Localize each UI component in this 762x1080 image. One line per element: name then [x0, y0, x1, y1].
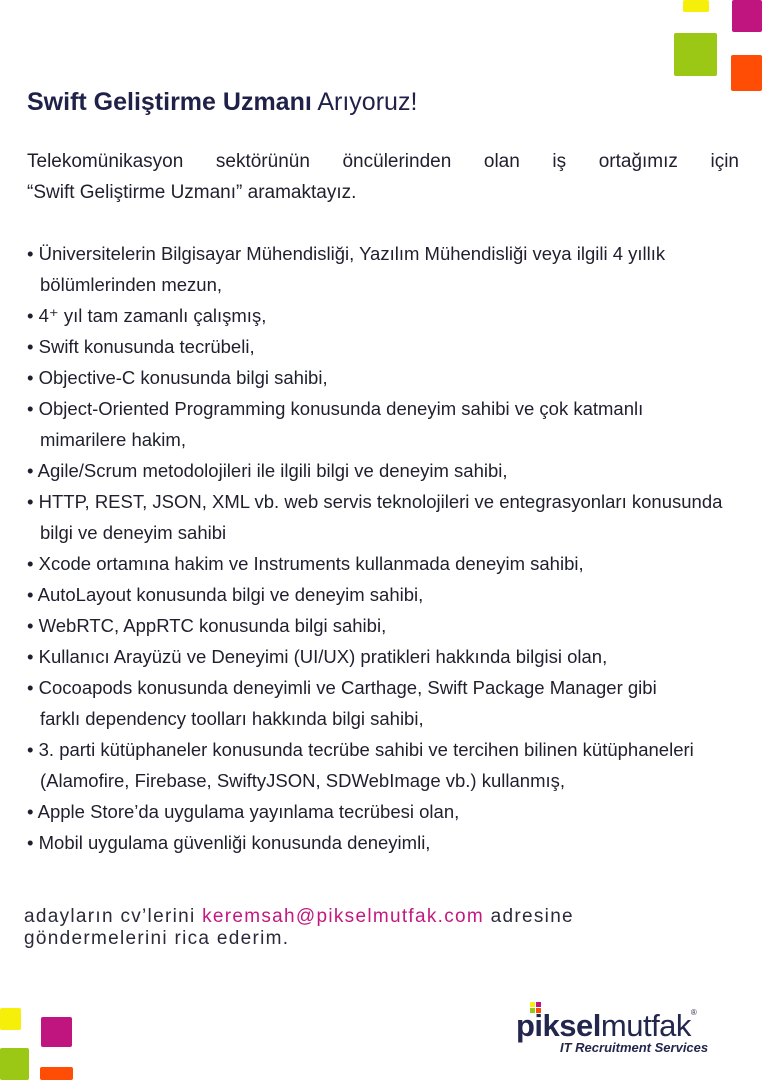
email-link[interactable]: keremsah@pikselmutfak.com: [202, 906, 485, 927]
closing-before: adayların cv’lerini: [24, 906, 203, 927]
decor-square-magenta: [732, 0, 762, 32]
closing-after: adresine: [484, 906, 574, 927]
pikselmutfak-logo: [516, 998, 716, 1058]
intro-line-2: “Swift Geliştirme Uzmanı” aramaktayız.: [27, 182, 357, 203]
title-bold: Swift Geliştirme Uzmanı: [27, 88, 312, 116]
intro-paragraph: [27, 146, 739, 208]
list-item: • Cocoapods konusunda deneyimli ve Carthage, Swift Package Manager gibi farklı dependency toolları hakkında bilgi sahibi,: [27, 672, 747, 734]
list-item: • Üniversitelerin Bilgisayar Mühendisliği, Yazılım Mühendisliği veya ilgili 4 yıllık bölümlerinden mezun,: [27, 238, 747, 300]
logo-brand-bold: piksel: [516, 1008, 601, 1043]
list-item: • Swift konusunda tecrübeli,: [27, 331, 747, 362]
list-item: • 3. parti kütüphaneler konusunda tecrübe sahibi ve tercihen bilinen kütüphaneleri (Alamofire, Firebase, SwiftyJSON, SDWebImage vb.) kullanmış,: [27, 734, 747, 796]
page-title: [27, 88, 417, 117]
decor-square-green: [674, 33, 717, 76]
title-rest: Arıyoruz!: [311, 88, 418, 116]
decor-square-magenta-bottom: [41, 1017, 72, 1047]
requirements-list: [27, 238, 747, 858]
decor-square-yellow-bottom: [0, 1008, 21, 1030]
logo-reg: ®: [690, 1008, 697, 1017]
list-item: • Apple Store’da uygulama yayınlama tecrübesi olan,: [27, 796, 747, 827]
decor-square-yellow: [683, 0, 709, 12]
closing-text: [24, 906, 574, 950]
intro-line-1: Telekomünikasyon sektörünün öncülerinden olan iş ortağımız için: [27, 151, 739, 172]
list-item: • Agile/Scrum metodolojileri ile ilgili bilgi ve deneyim sahibi,: [27, 455, 747, 486]
list-item: • Kullanıcı Arayüzü ve Deneyimi (UI/UX) pratikleri hakkında bilgisi olan,: [27, 641, 747, 672]
list-item: • Xcode ortamına hakim ve Instruments kullanmada deneyim sahibi,: [27, 548, 747, 579]
logo-brand: [516, 1008, 696, 1044]
decor-square-green-bottom: [0, 1048, 29, 1080]
list-item: • HTTP, REST, JSON, XML vb. web servis teknolojileri ve entegrasyonları konusunda bilgi ve deneyim sahibi: [27, 486, 747, 548]
list-item: • Object-Oriented Programming konusunda deneyim sahibi ve çok katmanlı mimarilere hakim,: [27, 393, 747, 455]
decor-square-orange-bottom: [40, 1067, 73, 1080]
logo-tagline: IT Recruitment Services: [560, 1040, 709, 1055]
decor-square-orange: [731, 55, 762, 91]
closing-line-2: göndermelerini rica ederim.: [24, 928, 290, 949]
list-item: • Mobil uygulama güvenliği konusunda deneyimli,: [27, 827, 747, 858]
list-item: • 4⁺ yıl tam zamanlı çalışmış,: [27, 300, 747, 331]
list-item: • WebRTC, AppRTC konusunda bilgi sahibi,: [27, 610, 747, 641]
list-item: • AutoLayout konusunda bilgi ve deneyim sahibi,: [27, 579, 747, 610]
logo-brand-light: mutfak: [600, 1008, 691, 1043]
list-item: • Objective-C konusunda bilgi sahibi,: [27, 362, 747, 393]
